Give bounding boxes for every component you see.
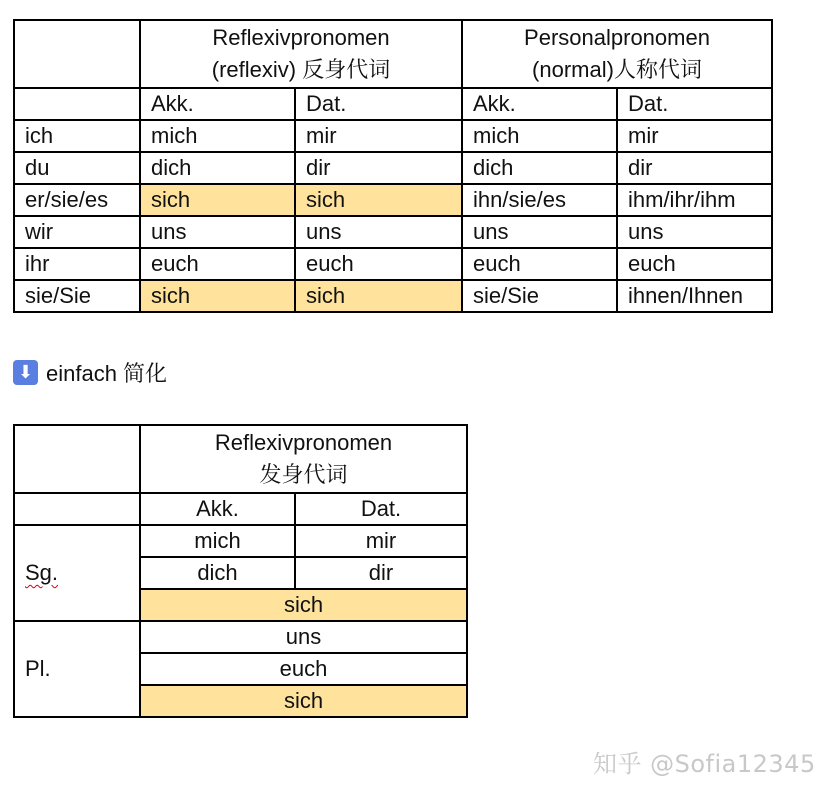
- reflexiv-dat-cell: euch: [295, 248, 462, 280]
- table-row: [14, 152, 772, 184]
- person-cell: ihr: [14, 248, 140, 280]
- personal-dat-cell: ihnen/Ihnen: [617, 280, 772, 312]
- reflexiv-header-line1: Reflexivpronomen: [212, 25, 390, 51]
- reflexiv-header-line1: Reflexivpronomen: [214, 430, 393, 456]
- reflexiv-akk-cell-highlighted: sich: [140, 184, 295, 216]
- sg-dat-cell: dir: [295, 557, 467, 589]
- personal-dat-cell: mir: [617, 120, 772, 152]
- simplified-reflexive-table: [13, 424, 468, 718]
- reflexiv-header: [140, 20, 462, 88]
- reflexive-vs-personal-pronoun-table: [13, 19, 773, 313]
- personal-akk-cell: ihn/sie/es: [462, 184, 617, 216]
- reflexiv-dat-cell: uns: [295, 216, 462, 248]
- reflexiv-akk-cell: mich: [140, 120, 295, 152]
- table-row: [14, 621, 467, 653]
- reflexiv-header: [140, 425, 467, 493]
- personal-header: [462, 20, 772, 88]
- reflexiv-header-line2: (reflexiv) 反身代词: [211, 57, 391, 82]
- reflexiv-dat-cell: mir: [295, 120, 462, 152]
- reflexiv-akk-cell: uns: [140, 216, 295, 248]
- pl-merged-cell: euch: [140, 653, 467, 685]
- down-arrow-icon: ⬇: [13, 360, 38, 385]
- sg-dat-cell: mir: [295, 525, 467, 557]
- reflexiv-dat-cell: dir: [295, 152, 462, 184]
- empty-cell: [14, 88, 140, 120]
- sg-akk-cell: mich: [140, 525, 295, 557]
- personal-dat-cell: euch: [617, 248, 772, 280]
- personal-dat-cell: uns: [617, 216, 772, 248]
- personal-akk-cell: euch: [462, 248, 617, 280]
- reflexiv-akk-cell: dich: [140, 152, 295, 184]
- corner-cell: [14, 20, 140, 88]
- reflexiv-dat-cell-highlighted: sich: [295, 280, 462, 312]
- table-row: [14, 248, 772, 280]
- table-row: [14, 280, 772, 312]
- empty-cell: [14, 493, 140, 525]
- simplify-caption: [13, 357, 167, 388]
- reflexiv-akk-cell-highlighted: sich: [140, 280, 295, 312]
- person-cell: er/sie/es: [14, 184, 140, 216]
- sg-akk-cell: dich: [140, 557, 295, 589]
- sg-merged-cell-highlighted: sich: [140, 589, 467, 621]
- personal-akk-cell: mich: [462, 120, 617, 152]
- personal-akk-cell: sie/Sie: [462, 280, 617, 312]
- corner-cell: [14, 425, 140, 493]
- personal-dat-cell: dir: [617, 152, 772, 184]
- personal-dat-cell: ihm/ihr/ihm: [617, 184, 772, 216]
- table-row: [14, 216, 772, 248]
- plural-label-cell: Pl.: [14, 621, 140, 717]
- singular-label: Sg.: [25, 560, 59, 585]
- singular-label-cell: [14, 525, 140, 621]
- table-row: [14, 120, 772, 152]
- akk-header: Akk.: [140, 493, 295, 525]
- akk-header: Akk.: [462, 88, 617, 120]
- person-cell: wir: [14, 216, 140, 248]
- watermark: 知乎 @Sofia12345: [593, 750, 816, 778]
- personal-akk-cell: dich: [462, 152, 617, 184]
- dat-header: Dat.: [295, 88, 462, 120]
- dat-header: Dat.: [295, 493, 467, 525]
- person-cell: ich: [14, 120, 140, 152]
- table-row: [14, 525, 467, 557]
- pl-merged-cell-highlighted: sich: [140, 685, 467, 717]
- pl-merged-cell: uns: [140, 621, 467, 653]
- dat-header: Dat.: [617, 88, 772, 120]
- reflexiv-header-line2: 发身代词: [259, 462, 348, 487]
- table-row: [14, 184, 772, 216]
- simplify-text: einfach 简化: [46, 361, 168, 386]
- person-cell: sie/Sie: [14, 280, 140, 312]
- reflexiv-dat-cell-highlighted: sich: [295, 184, 462, 216]
- personal-akk-cell: uns: [462, 216, 617, 248]
- reflexiv-akk-cell: euch: [140, 248, 295, 280]
- personal-header-line2: (normal)人称代词: [532, 57, 702, 82]
- personal-header-line1: Personalpronomen: [524, 25, 710, 51]
- person-cell: du: [14, 152, 140, 184]
- akk-header: Akk.: [140, 88, 295, 120]
